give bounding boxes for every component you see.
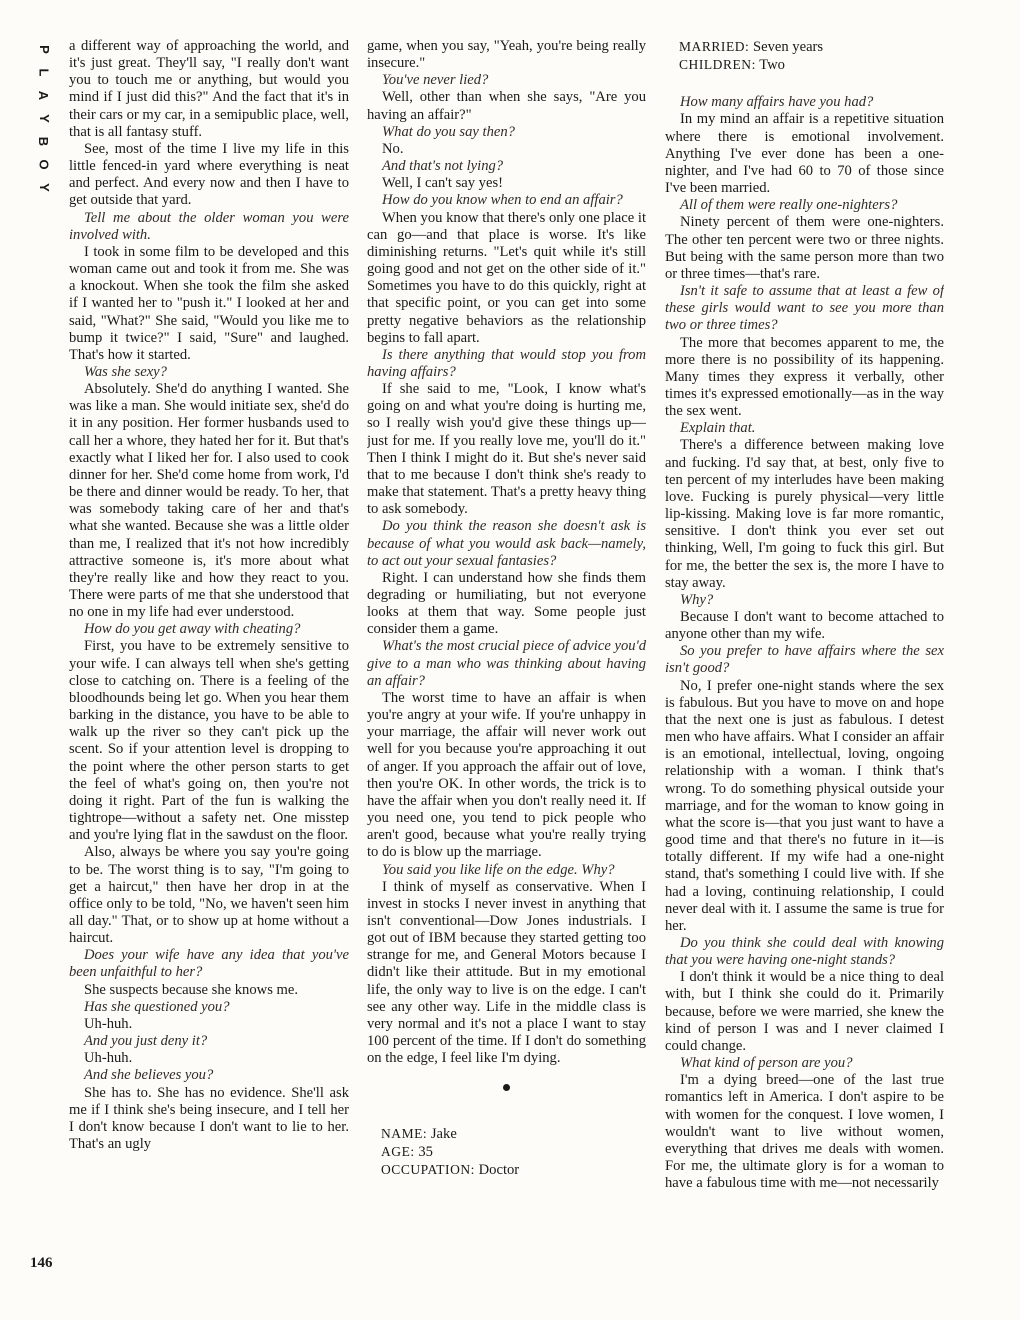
interview-question: Is there anything that would stop you from having affairs? — [367, 346, 646, 380]
interview-question: So you prefer to have affairs where the sex isn't good? — [665, 643, 944, 677]
interview-question: Was she sexy? — [84, 363, 167, 380]
profile-line — [665, 38, 944, 56]
profile-value: Doctor — [478, 1161, 520, 1178]
interview-question: How do you know when to end an affair? — [382, 192, 623, 209]
text-column-1 — [69, 38, 349, 1283]
interview-answer: When you know that there's only one place it can go—and that place is worse. It's like diminishing returns. "Let's quit while it's still going good and not get on the other side of it." Sometimes you have to do this quickly, right at that specific point, or you can get into some pretty negative behaviors as the relationship begins to fall apart. — [367, 209, 646, 346]
section-divider-bullet — [367, 1079, 646, 1096]
profile-value: 35 — [418, 1143, 433, 1160]
interview-question: What's the most crucial piece of advice you'd give to a man who was thinking about having an affair? — [367, 638, 646, 689]
profile-label: CHILDREN: — [679, 57, 756, 73]
profile-line — [367, 1125, 646, 1143]
interview-answer: Right. I can understand how she finds them degrading or humiliating, but not everyone looks at them that way. Some people just consider them a game. — [367, 569, 646, 638]
interview-answer: The worst time to have an affair is when you're angry at your wife. If you're unhappy in your marriage, the affair will never work out well for you because you're approaching it out of anger. If you approach the affair out of love, then you're OK. In other words, the trick is to have the affair when you don't really need it. If you need one, you tend to pick people who aren't good, because what you're really trying to do is blow up the marriage. — [367, 689, 646, 861]
masthead-letter: A — [36, 90, 52, 101]
interview-answer: She has to. She has no evidence. She'll ask me if I think she's being insecure, and I tell her I don't know because I don't want to lie to her. That's an ugly — [69, 1084, 349, 1152]
text-column-3 — [665, 38, 944, 1283]
interview-question: And that's not lying? — [382, 158, 504, 175]
interview-question: What kind of person are you? — [680, 1055, 853, 1072]
interview-question: Does your wife have any idea that you've been unfaithful to her? — [69, 947, 349, 981]
masthead-letter: P — [36, 45, 52, 54]
interview-answer: There's a difference between making love and fucking. I'd say that, at best, only five to ten percent of my interludes have been making love. Fucking is purely physical—very little lip-kissing. Making love is far more romantic, sensitive. I don't think you ever set out thinking, Well, I'm going to fuck this girl. But for me, the better the sex is, the more I have to stay away. — [665, 437, 944, 591]
profile-label: AGE: — [381, 1143, 415, 1159]
interview-answer: The more that becomes apparent to me, the more there is no possibility of its happening. Many times they express it verbally, other times it's expressed emotionally—as in the way the sex went. — [665, 334, 944, 420]
interview-answer: She suspects because she knows me. — [84, 981, 298, 998]
interview-answer: game, when you say, "Yeah, you're being really insecure." — [367, 38, 646, 72]
interview-question: Has she questioned you? — [84, 998, 230, 1015]
text-column-2 — [367, 38, 646, 1283]
interview-question: How do you get away with cheating? — [84, 621, 301, 638]
interview-answer: No, I prefer one-night stands where the sex is fabulous. But you have to move on and hope that the next one is just as fabulous. I detest men who have affairs. What I consider an affair is an emotional, intellectual, loving, ongoing relationship with a woman. I think that's wrong. To do something physical outside your marriage, and for the woman to know going in what the score is—that you just want to have a good time and that there's no future in it—is totally different. If my wife had a one-night stand, that's something I could live with. If she had a loving, continuing relationship, I could never deal with it. I assume the same is true for her. — [665, 677, 944, 934]
subject-profile — [665, 38, 944, 74]
interview-answer: Uh-huh. — [84, 1050, 133, 1067]
interview-question: Isn't it safe to assume that at least a few of these girls would want to see you more than two or three times? — [665, 283, 944, 334]
interview-question: Tell me about the older woman you were involved with. — [69, 209, 349, 243]
profile-value: Seven years — [752, 39, 824, 55]
subject-profile — [367, 1125, 646, 1179]
interview-answer: Because I don't want to become attached to anyone other than my wife. — [665, 609, 944, 643]
interview-answer: First, you have to be extremely sensitive to your wife. I can always tell when she's getting close to catching on. There is a feeling of the bloodhounds being let go. When you hear them barking in the distance, you have to be able to walk up the river so they can't pick up the scent. So if your attention level is dropping to the point where the other person starts to get the feel of what's going on, then you're not doing it right. Part of the fun is walking the tightrope—without a safety net. One misstep and you're lying flat in the sawdust on the floor. — [69, 638, 349, 844]
interview-answer: a different way of approaching the world, and it's just great. They'll say, "I really don't want you to touch me or anything, but would you mind if I just did this?" And the fact that it's in their cars or my car, in a semipublic place, well, that is all fantasy stuff. — [69, 38, 349, 140]
profile-label: MARRIED: — [679, 39, 750, 54]
interview-question: You said you like life on the edge. Why? — [382, 861, 615, 878]
profile-label: OCCUPATION: — [381, 1161, 475, 1177]
profile-line — [367, 1143, 646, 1161]
interview-question: And you just deny it? — [84, 1033, 208, 1050]
profile-line — [665, 56, 944, 74]
interview-question: Why? — [680, 591, 714, 608]
interview-answer: I took in some film to be developed and this woman came out and took it from me. She was a knockout. When she took the film she asked if I wanted her to "push it." I looked at her and said, "What?" She said, "Would you like me to bump it twice?" I said, "Sure" and laughed. That's how it started. — [69, 243, 349, 363]
interview-answer: I think of myself as conservative. When I invest in stocks I never invest in anything that isn't conventional—Dow Jones industrials. I got out of IBM because they started getting too strange for me, and General Motors because I didn't like their attitude. But in my emotional life, the only way to live is on the edge. I can't see any other way. Life in the middle class is very normal and it's not a place I want to stay 100 percent of the time. If I don't do something on the edge, I feel like I'm dying. — [367, 878, 646, 1067]
interview-question: Explain that. — [680, 420, 756, 437]
masthead-letter: Y — [36, 114, 52, 123]
interview-answer: Absolutely. She'd do anything I wanted. She was like a man. She would initiate sex, she'd do it in any position. Her former husbands used to call her a whore, they hated her for it. But that's exactly what I liked her for. I also used to cook dinner for her. She'd come home from work, I'd be there and dinner would be ready. To her, that was somebody taking care of her and that's what she wanted. Because she was a little older than me, I realized that it's not how incredibly attractive someone is, it's more about what they're really like and how they react to you. There were parts of me that she understood that no one in my life had ever understood. — [69, 381, 349, 621]
interview-answer: If she said to me, "Look, I know what's going on and what you're doing is hurting me, so I really wish you'd give these things up—just for me. If you really love me, you'll do it." Then I think I might do it. But she's never said that to me because I don't think she's ready to make that statement. That's a pretty heavy thing to ask somebody. — [367, 381, 646, 518]
profile-label: NAME: — [381, 1125, 428, 1141]
interview-answer: No. — [382, 140, 404, 157]
masthead — [32, 38, 56, 199]
interview-answer: Also, always be where you say you're going to be. The worst thing is to say, "I'm going to get a haircut," then have her drop in at the office only to be told, "No, we haven't seen him all day." That, or to show up at home without a haircut. — [69, 844, 349, 947]
interview-answer: See, most of the time I live my life in this little fenced-in yard where everything is neat and perfect. And every now and then I have to get outside that yard. — [69, 140, 349, 209]
masthead-letter: L — [36, 68, 52, 77]
interview-question: How many affairs have you had? — [680, 94, 874, 111]
masthead-letter: O — [36, 159, 52, 170]
interview-answer: Ninety percent of them were one-nighters. The other ten percent were two or three nights. But being with the same person more than two or three times—that's rare. — [665, 214, 944, 282]
profile-line — [367, 1161, 646, 1179]
interview-question: And she believes you? — [84, 1067, 214, 1084]
profile-value: Two — [759, 57, 785, 74]
interview-answer: In my mind an affair is a repetitive situation where there is emotional involvement. Anything I've ever done has been a one-nighter, and I've had 60 to 70 of those since I've been married. — [665, 111, 944, 197]
interview-answer: Uh-huh. — [84, 1015, 133, 1032]
interview-question: What do you say then? — [382, 123, 515, 140]
interview-question: You've never lied? — [382, 72, 489, 89]
interview-answer: Well, other than when she says, "Are you having an affair?" — [367, 89, 646, 123]
profile-value: Jake — [430, 1125, 457, 1142]
interview-answer: I'm a dying breed—one of the last true romantics left in America. I don't aspire to be with women for the conquest. I love women, I wouldn't want to live without women, everything that drives me deals with women. For me, the ultimate glory is for a woman to have a fabulous time with me—not necessarily — [665, 1072, 944, 1192]
interview-answer: I don't think it would be a nice thing to deal with, but I think she could do it. Primarily because, before we were married, she knew the kind of person I was and I never claimed I could change. — [665, 969, 944, 1054]
interview-question: Do you think she could deal with knowing that you were having one-night stands? — [665, 934, 944, 969]
masthead-letter: B — [36, 136, 52, 147]
page-number: 146 — [30, 1255, 53, 1271]
interview-answer: Well, I can't say yes! — [382, 175, 503, 192]
interview-question: All of them were really one-nighters? — [680, 197, 898, 214]
interview-question: Do you think the reason she doesn't ask is because of what you would ask back—namely, to act out your sexual fantasies? — [367, 518, 646, 569]
masthead-letter: Y — [36, 183, 52, 192]
